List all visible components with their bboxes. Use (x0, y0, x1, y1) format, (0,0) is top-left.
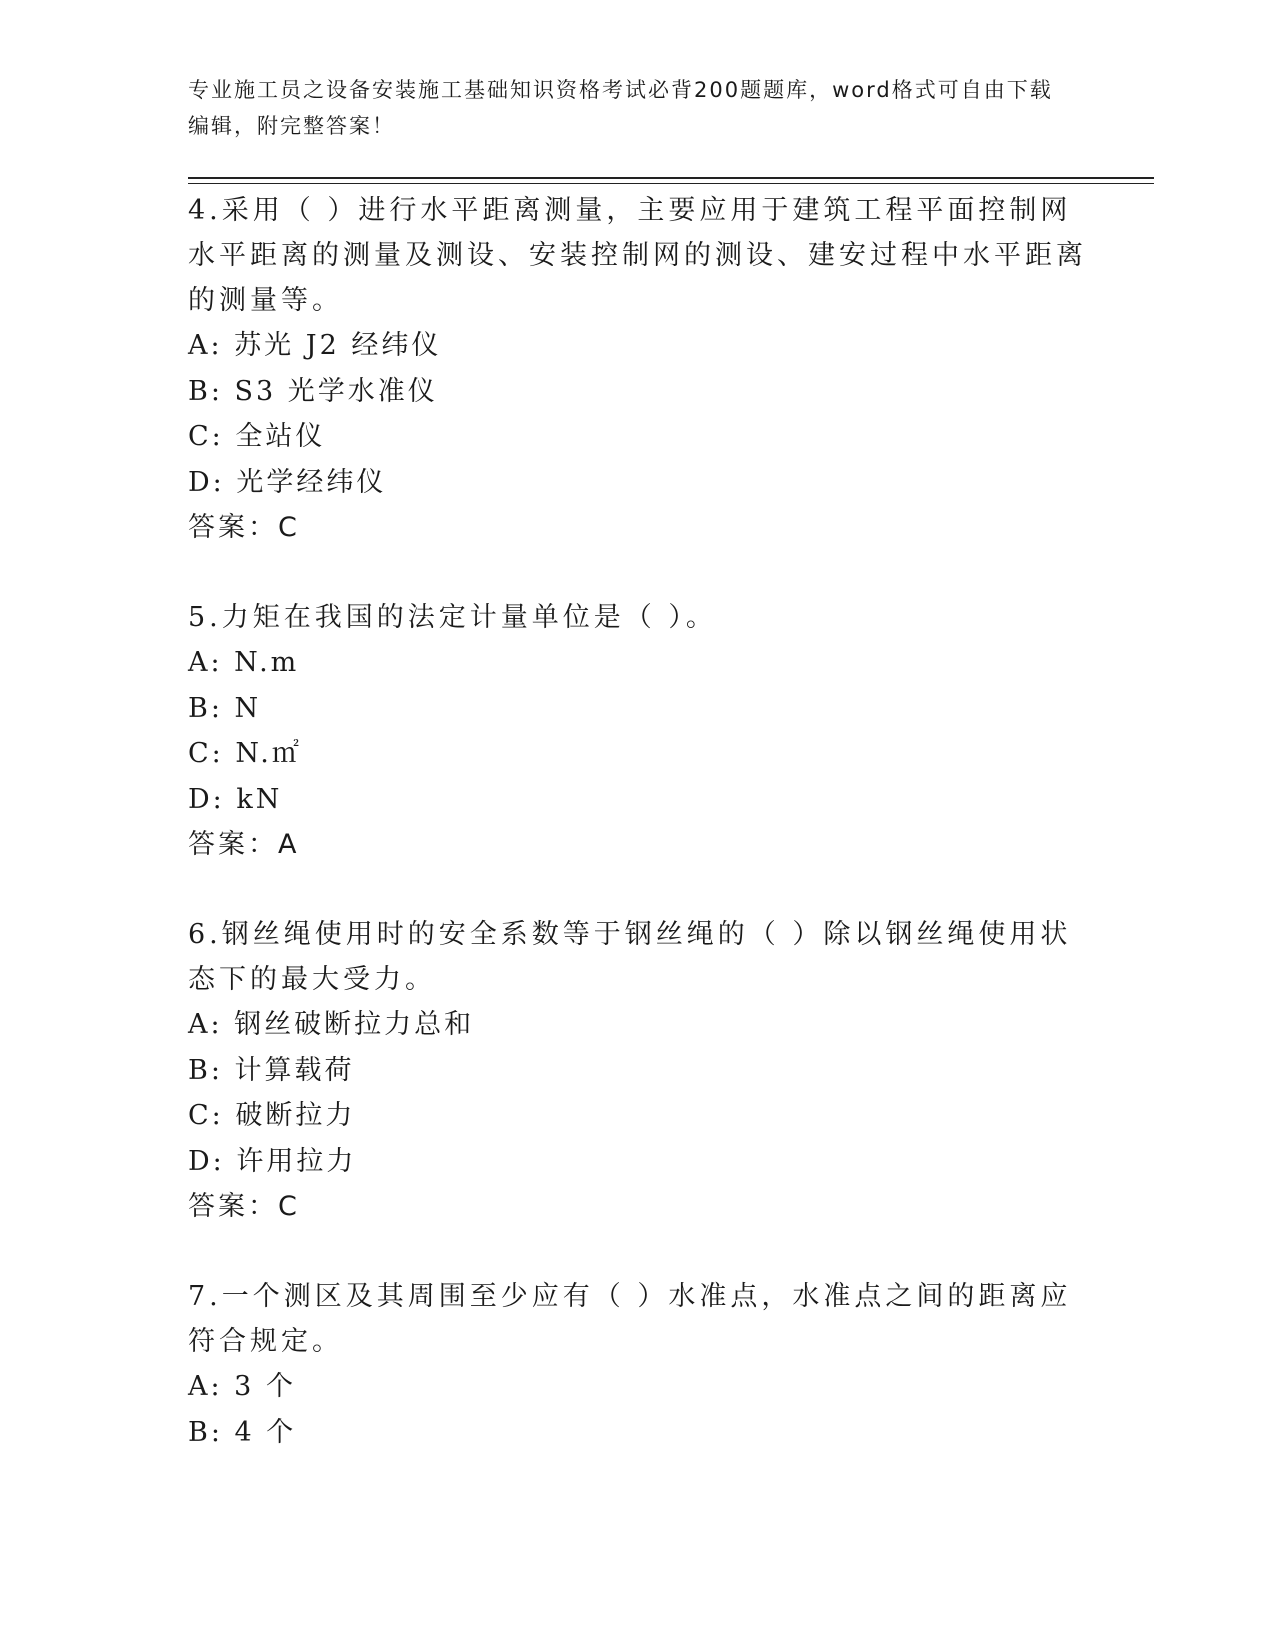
question-text: 7.一个测区及其周围至少应有（ ）水准点，水准点之间的距离应符合规定。 (188, 1281, 1072, 1357)
answer: 答案：C (188, 1191, 300, 1222)
spacer (188, 868, 1088, 912)
spacer (188, 551, 1088, 595)
option-d: D: 光学经纬仪 (188, 466, 387, 498)
option-d: D: kN (188, 783, 283, 815)
question-4 (188, 188, 1088, 551)
option-a: A: 钢丝破断拉力总和 (188, 1009, 475, 1040)
question-7 (188, 1274, 1088, 1455)
option-b: B: S3 光学水准仪 (188, 375, 438, 407)
option-a: A: N.m (188, 647, 300, 678)
header-divider-thin (188, 183, 1154, 184)
document-header: 专业施工员之设备安装施工基础知识资格考试必背200题题库，word格式可自由下载编辑，附完整答案！ (188, 78, 1053, 138)
question-list (188, 188, 1088, 1455)
spacer (188, 1230, 1088, 1274)
header-divider-thick (188, 177, 1154, 179)
option-b: B: 计算载荷 (188, 1054, 355, 1086)
option-c: C: N.㎡ (188, 738, 302, 769)
option-b: B: 4 个 (188, 1416, 297, 1448)
option-c: C: 破断拉力 (188, 1100, 356, 1131)
question-text: 4.采用（ ）进行水平距离测量，主要应用于建筑工程平面控制网水平距离的测量及测设、安装控制网的测设、建安过程中水平距离的测量等。 (188, 195, 1087, 316)
option-b: B: N (188, 692, 262, 724)
answer: 答案：C (188, 512, 300, 543)
option-d: D: 许用拉力 (188, 1145, 357, 1177)
question-text: 6.钢丝绳使用时的安全系数等于钢丝绳的（ ）除以钢丝绳使用状态下的最大受力。 (188, 919, 1072, 995)
option-a: A: 3 个 (188, 1371, 296, 1402)
answer: 答案：A (188, 829, 300, 860)
question-6 (188, 912, 1088, 1230)
question-5 (188, 595, 1088, 868)
question-text: 5.力矩在我国的法定计量单位是（ ）。 (188, 602, 717, 633)
option-c: C: 全站仪 (188, 421, 326, 452)
option-a: A: 苏光 J2 经纬仪 (188, 330, 442, 361)
